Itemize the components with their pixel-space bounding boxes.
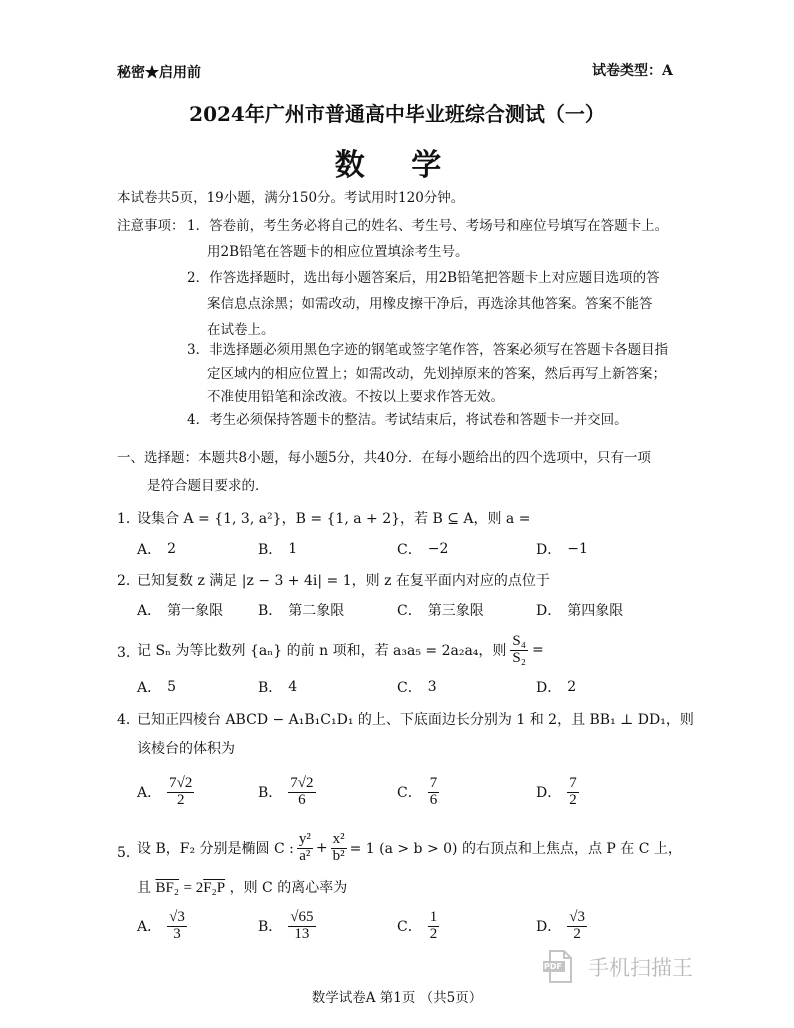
note-2-line-1: 2．作答选择题时，选出每小题答案后，用2B铅笔把答题卡上对应题目选项的答 — [187, 270, 660, 286]
watermark-text: 手机扫描王 — [588, 956, 693, 980]
question-number: 3． — [117, 645, 140, 661]
fraction-s4-s2: $\frac{\text{S₄}}{\text{S₂}}$ — [512, 632, 526, 666]
option-d: D． $\frac{7}{2}$ — [536, 775, 577, 808]
option-c: C． 3 — [397, 679, 437, 696]
option-d: D． 第四象限 — [536, 603, 624, 619]
option-c: C． $\frac{7}{6}$ — [397, 775, 438, 808]
vector-bf2: BF₂ — [155, 880, 180, 896]
exam-intro: 本试卷共5页，19小题，满分150分。考试用时120分钟。 — [117, 190, 465, 206]
option-b: B． $\frac{7√2}{6}$ — [258, 775, 314, 808]
subject-title: 数 学 — [334, 148, 460, 183]
confidential-label: 秘密★启用前 — [117, 65, 201, 81]
vector-f2p: F₂P — [203, 880, 226, 896]
question-text-line-2: 该棱台的体积为 — [137, 741, 235, 757]
question-number: 4． — [117, 712, 140, 728]
option-a: A． 2 — [137, 541, 177, 558]
option-d: D． 2 — [536, 679, 577, 696]
note-4-line-1: 4．考生必须保持答题卡的整洁。考试结束后，将试卷和答题卡一并交回。 — [187, 412, 628, 428]
option-c: C． 第三象限 — [397, 603, 484, 619]
option-a: A． $\frac{√3}{3}$ — [137, 909, 185, 942]
note-2-line-3: 在试卷上。 — [207, 322, 275, 338]
option-a: A． 第一象限 — [137, 603, 224, 619]
note-3-line-1: 3．非选择题必须用黑色字迹的钢笔或签字笔作答，答案必须写在答题卡各题目指 — [187, 342, 669, 358]
page-title: 2024年广州市普通高中毕业班综合测试（一） — [189, 102, 605, 126]
notes-label: 注意事项： — [117, 218, 185, 234]
question-number: 2． — [117, 573, 140, 589]
question-text: 设集合 A = {1, 3, a²}，B = {1, a + 2}，若 B ⊆ A，则 a = — [137, 511, 531, 527]
question-text: 记 Sₙ 为等比数列 {aₙ} 的前 n 项和，若 a₃a₅ = 2a₂a₄，则 $\frac{\text{S₄}}{\text{S₂}}$ = — [137, 632, 544, 666]
option-c: C． −2 — [397, 541, 449, 558]
option-b: B． 第二象限 — [258, 603, 345, 619]
question-text: 已知复数 z 满足 |z − 3 + 4i| = 1，则 z 在复平面内对应的点位于 — [137, 573, 550, 589]
option-a: A． 5 — [137, 679, 177, 696]
note-3-line-3: 不准使用铅笔和涂改液。不按以上要求作答无效。 — [207, 389, 504, 405]
option-a: A． $\frac{7√2}{2}$ — [137, 775, 193, 808]
note-1-line-2: 用2B铅笔在答题卡的相应位置填涂考生号。 — [207, 244, 469, 260]
paper-type-label: 试卷类型：A — [592, 63, 673, 79]
question-number: 5． — [117, 845, 140, 861]
note-1-line-1: 1．答卷前，考生务必将自己的姓名、考生号、考场号和座位号填写在答题卡上。 — [187, 218, 669, 234]
question-text-line-1: 设 B，F₂ 分别是椭圆 C : $\frac{\text{y²}}{\text{a²}}$ + $\frac{\text{x²}}{\text{b²}}$ = 1 (a > b > 0) 的右顶点和上焦点，点 P 在 C 上， — [137, 830, 682, 864]
question-text-line-2: 且 BF₂ = 2F₂P ，则 C 的离心率为 — [137, 880, 348, 896]
section-header-line-2: 是符合题目要求的． — [147, 478, 269, 494]
option-b: B． $\frac{√65}{13}$ — [258, 909, 314, 942]
note-2-line-2: 案信息点涂黑；如需改动，用橡皮擦干净后，再选涂其他答案。答案不能答 — [207, 296, 653, 312]
question-text-line-1: 已知正四棱台 ABCD − A₁B₁C₁D₁ 的上、下底面边长分别为 1 和 2，且 BB₁ ⊥ DD₁，则 — [137, 712, 694, 728]
option-b: B． 1 — [258, 541, 298, 558]
option-b: B． 4 — [258, 679, 298, 696]
note-3-line-2: 定区域内的相应位置上；如需改动，先划掉原来的答案，然后再写上新答案； — [207, 366, 666, 382]
question-number: 1． — [117, 511, 140, 527]
option-c: C． $\frac{1}{2}$ — [397, 909, 438, 942]
section-header-line-1: 一、选择题：本题共8小题，每小题5分，共40分．在每小题给出的四个选项中，只有一项 — [117, 450, 651, 466]
scanner-watermark — [540, 948, 693, 986]
page-footer: 数学试卷A 第1页 （共5页） — [311, 990, 483, 1006]
option-d: D． −1 — [536, 541, 588, 558]
pdf-badge-label: PDF — [544, 962, 562, 971]
pdf-doc-icon — [540, 948, 578, 986]
option-d: D． $\frac{√3}{2}$ — [536, 909, 585, 942]
